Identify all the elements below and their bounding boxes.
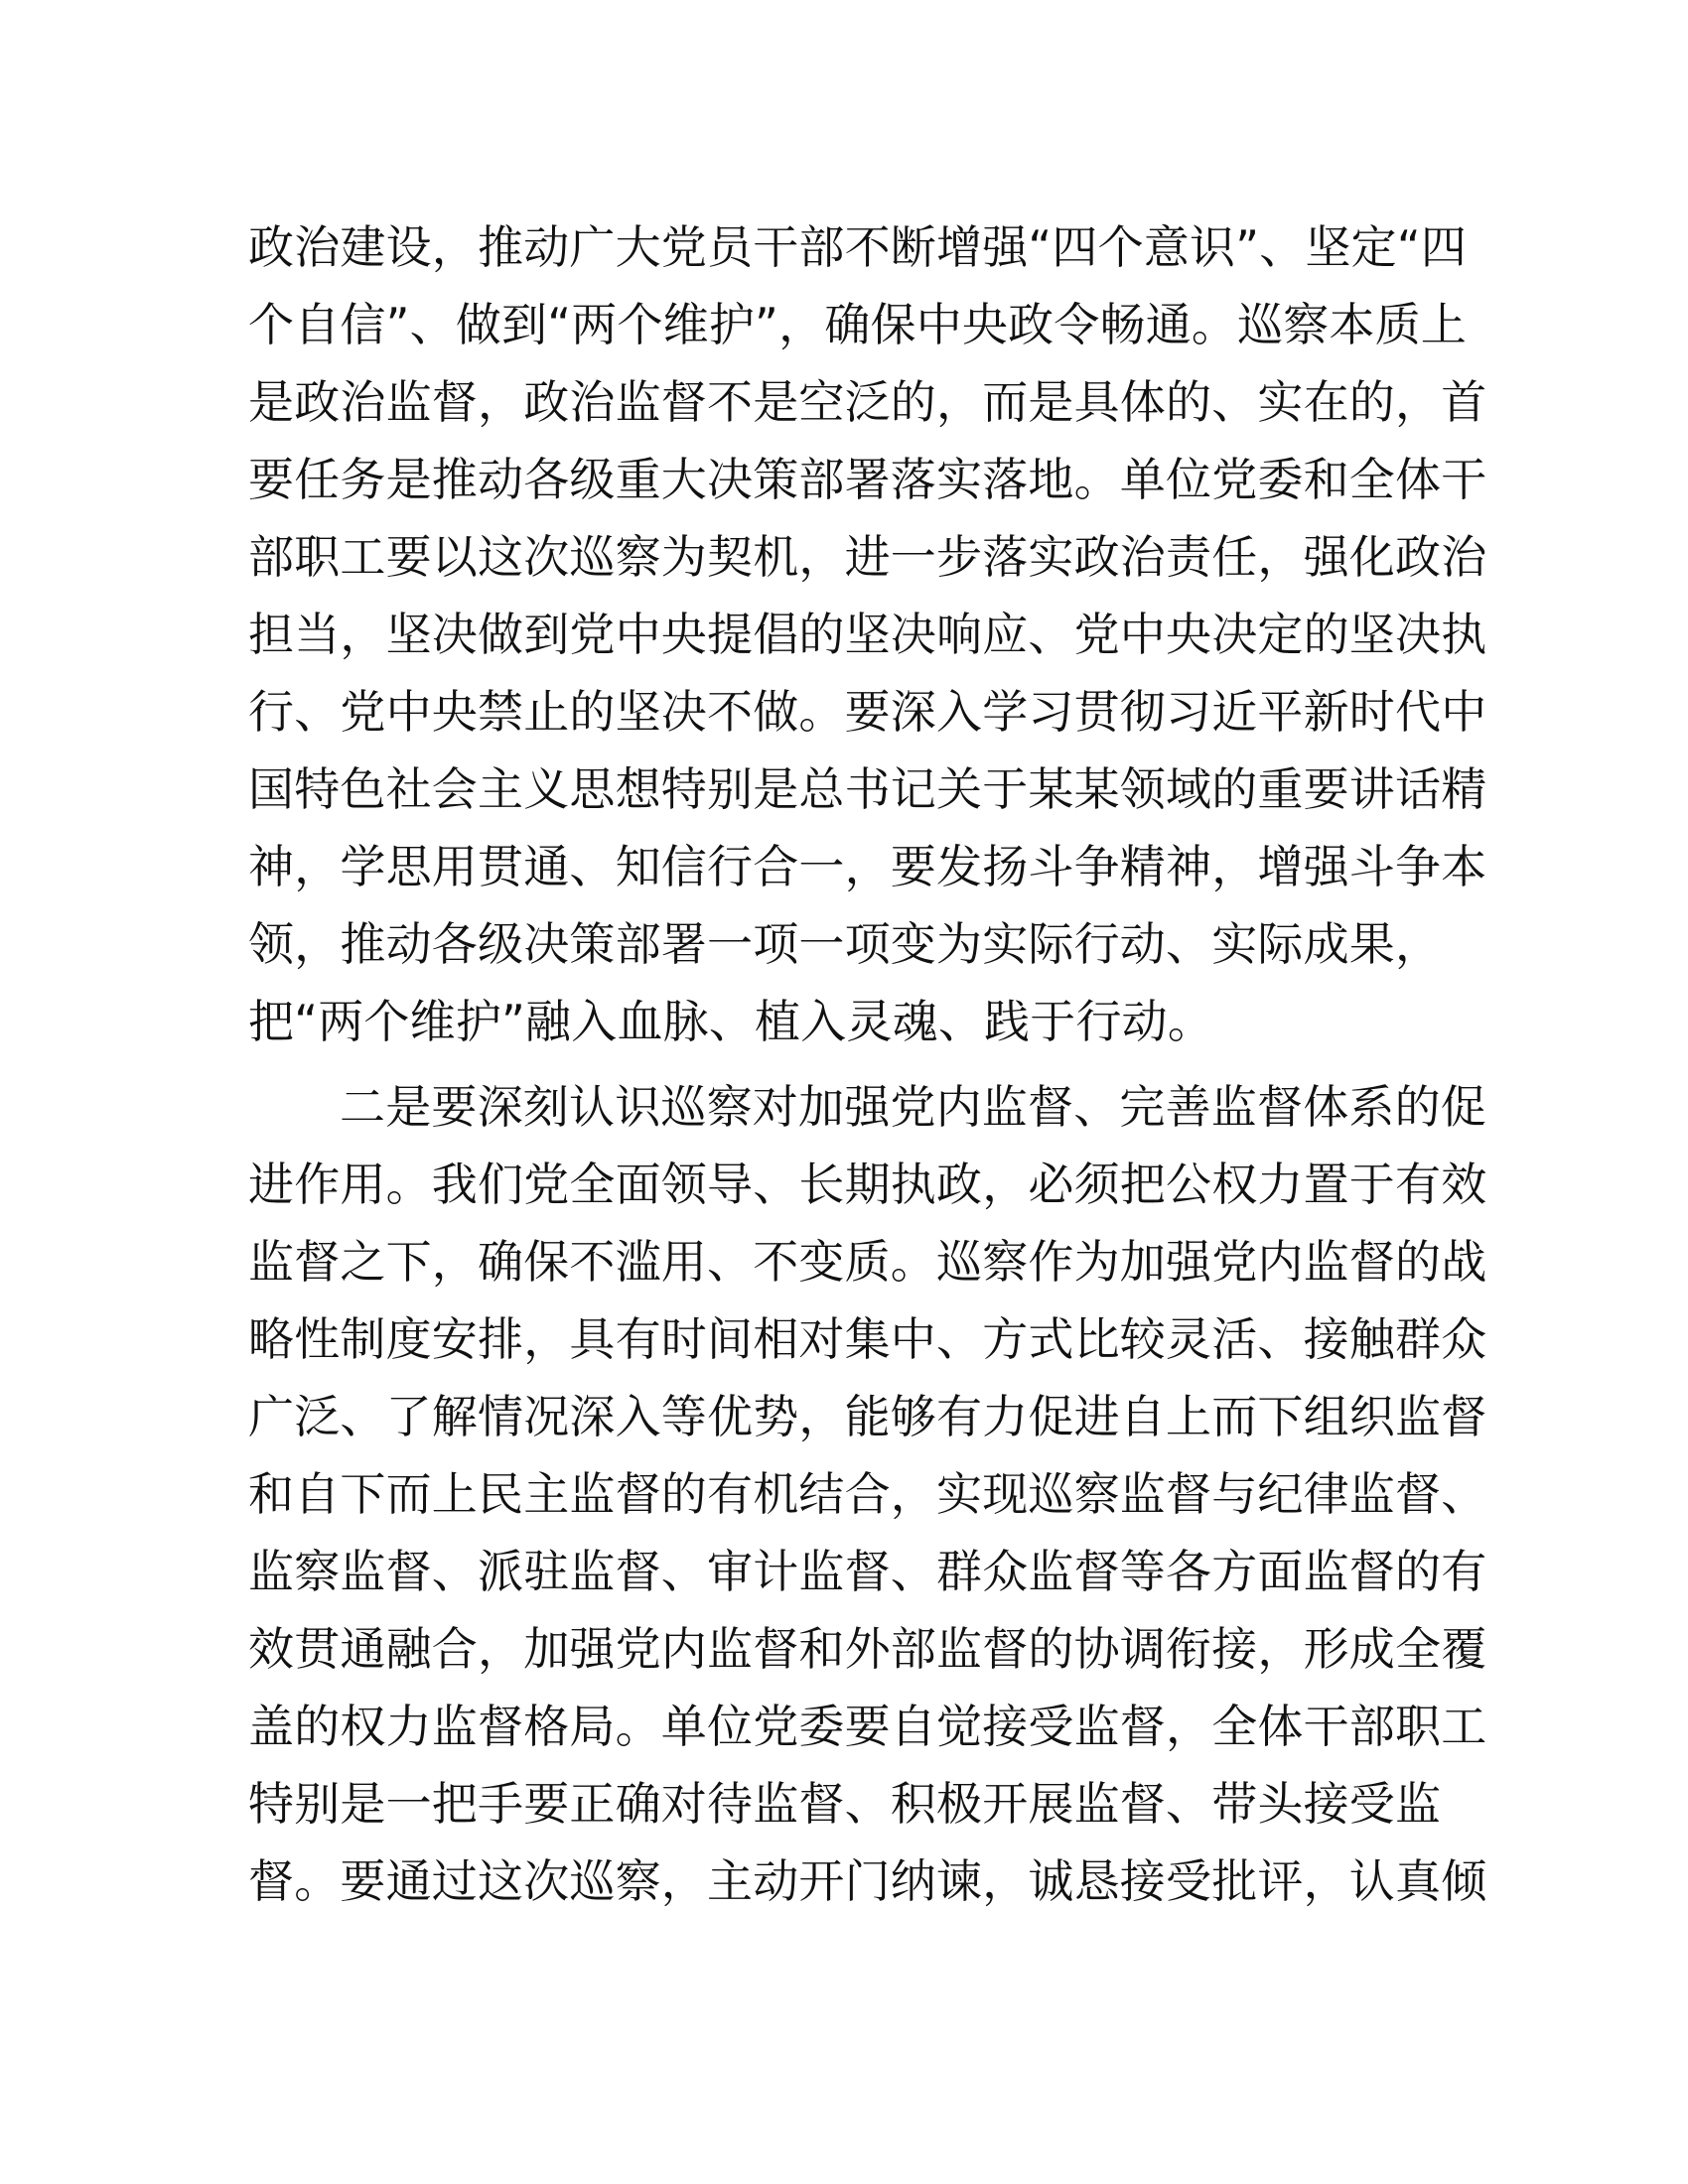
text-line: 广泛、了解情况深入等优势，能够有力促进自上而下组织监督 <box>248 1390 1487 1443</box>
text-line: 督。要通过这次巡察，主动开门纳谏，诚恳接受批评，认真倾 <box>248 1854 1487 1908</box>
text-line: 国特色社会主义思想特别是总书记关于某某领域的重要讲话精 <box>248 762 1487 816</box>
paragraph-spacer <box>248 1060 1440 1068</box>
text-line: 和自下而上民主监督的有机结合，实现巡察监督与纪律监督、 <box>248 1467 1487 1521</box>
text-line: 领，推动各级决策部署一项一项变为实际行动、实际成果， <box>248 917 1442 971</box>
text-line: 行、党中央禁止的坚决不做。要深入学习贯彻习近平新时代中 <box>248 685 1487 739</box>
text-line: 是政治监督，政治监督不是空泛的，而是具体的、实在的，首 <box>248 375 1487 429</box>
text-line: 盖的权力监督格局。单位党委要自觉接受监督，全体干部职工 <box>248 1700 1487 1753</box>
text-line-indented: 二是要深刻认识巡察对加强党内监督、完善监督体系的促 <box>340 1080 1486 1134</box>
text-line: 要任务是推动各级重大决策部署落实落地。单位党委和全体干 <box>248 453 1487 506</box>
text-line: 担当，坚决做到党中央提倡的坚决响应、党中央决定的坚决执 <box>248 608 1487 661</box>
text-line: 政治建设，推动广大党员干部不断增强“四个意识”、坚定“四 <box>248 220 1468 274</box>
paragraph-2 <box>248 1068 1487 1920</box>
text-line: 进作用。我们党全面领导、长期执政，必须把公权力置于有效 <box>248 1158 1487 1211</box>
paragraph-1 <box>248 208 1487 1060</box>
text-line: 效贯通融合，加强党内监督和外部监督的协调衔接，形成全覆 <box>248 1622 1487 1676</box>
text-line: 把“两个维护”融入血脉、植入灵魂、践于行动。 <box>248 995 1214 1048</box>
text-line: 特别是一把手要正确对待监督、积极开展监督、带头接受监 <box>248 1777 1442 1831</box>
text-line: 监察监督、派驻监督、审计监督、群众监督等各方面监督的有 <box>248 1545 1487 1598</box>
body-text <box>248 208 1487 1920</box>
text-line: 神，学思用贯通、知信行合一，要发扬斗争精神，增强斗争本 <box>248 840 1487 893</box>
text-line: 部职工要以这次巡察为契机，进一步落实政治责任，强化政治 <box>248 530 1487 584</box>
text-line: 个自信”、做到“两个维护”，确保中央政令畅通。巡察本质上 <box>248 298 1468 351</box>
text-line: 略性制度安排，具有时间相对集中、方式比较灵活、接触群众 <box>248 1312 1487 1366</box>
text-line: 监督之下，确保不滥用、不变质。巡察作为加强党内监督的战 <box>248 1235 1487 1289</box>
